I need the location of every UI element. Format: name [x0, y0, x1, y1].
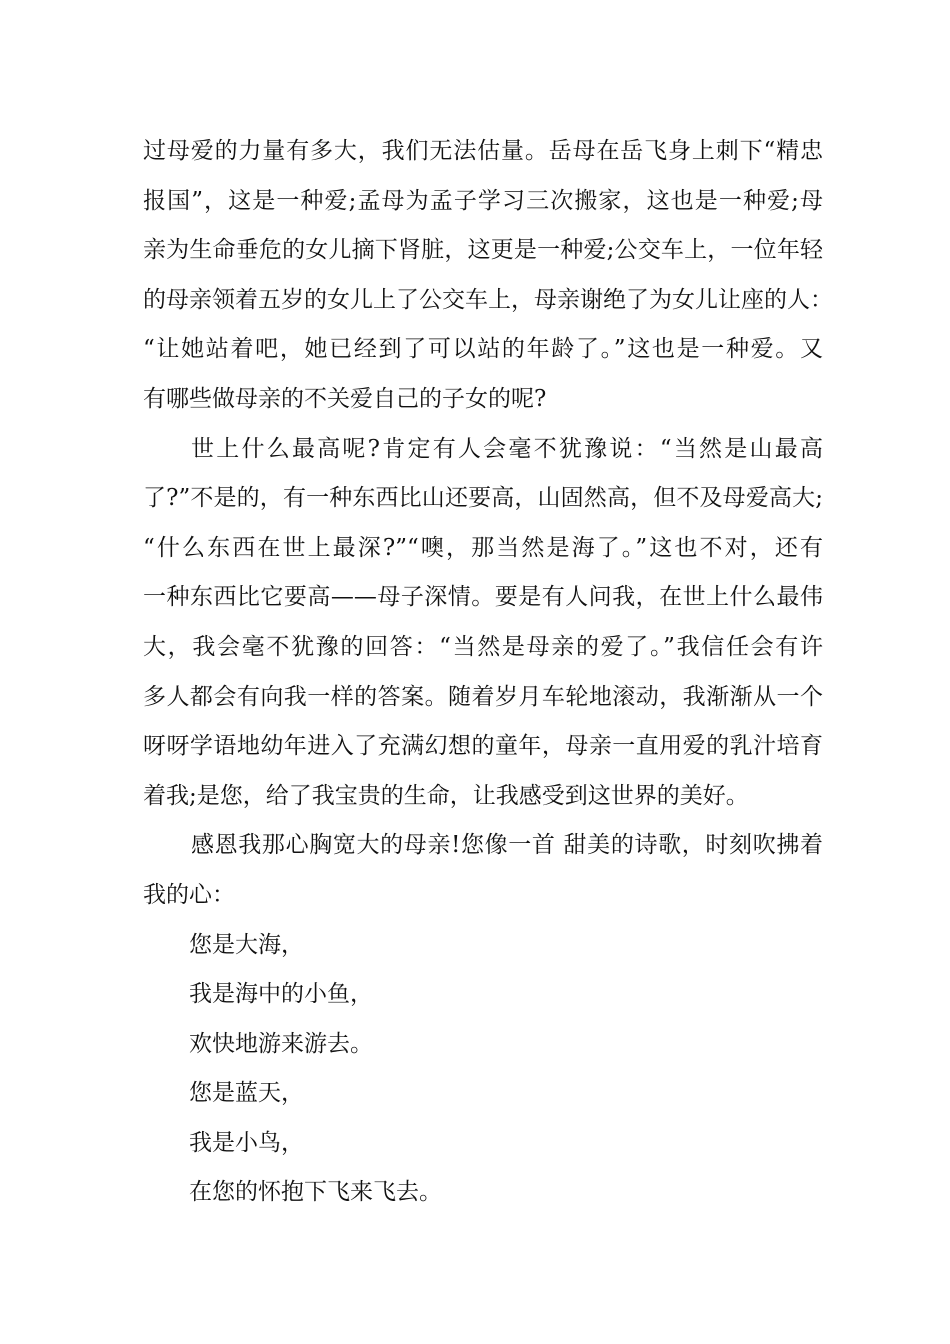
text-line: 大，我会毫不犹豫的回答：“当然是母亲的爱了。”我信任会有许 — [143, 633, 823, 660]
poem-line: 我是小鸟， — [189, 1129, 304, 1156]
text-line: 着我;是您，给了我宝贵的生命，让我感受到这世界的美好。 — [143, 782, 749, 809]
text-line: 有哪些做母亲的不关爱自己的子女的呢? — [143, 385, 547, 412]
text-line: 一种东西比它要高——母子深情。要是有人问我，在世上什么最伟 — [143, 584, 823, 611]
text-line: 的母亲领着五岁的女儿上了公交车上，母亲谢绝了为女儿让座的人： — [143, 286, 833, 313]
document-body — [143, 127, 833, 1218]
text-line: 亲为生命垂危的女儿摘下肾脏，这更是一种爱;公交车上，一位年轻 — [143, 237, 823, 264]
text-line: 世上什么最高呢?肯定有人会毫不犹豫说：“当然是山最高 — [191, 435, 823, 462]
text-line: 我的心： — [143, 881, 235, 908]
text-line: 报国”，这是一种爱;孟母为孟子学习三次搬家，这也是一种爱;母 — [143, 187, 823, 214]
text-line: “什么东西在世上最深?”“噢，那当然是海了。”这也不对，还有 — [143, 534, 823, 561]
poem-line: 我是海中的小鱼， — [189, 981, 373, 1008]
text-line: 感恩我那心胸宽大的母亲!您像一首 甜美的诗歌，时刻吹拂着 — [191, 832, 823, 859]
paragraph-2 — [143, 425, 823, 822]
poem-line: 欢快地游来游去。 — [189, 1030, 373, 1057]
text-line: 多人都会有向我一样的答案。随着岁月车轮地滚动，我渐渐从一个 — [143, 683, 823, 710]
text-line: “让她站着吧，她已经到了可以站的年龄了。”这也是一种爱。又 — [143, 336, 823, 363]
poem-line: 您是蓝天， — [189, 1080, 304, 1107]
poem-line: 在您的怀抱下飞来飞去。 — [189, 1179, 442, 1206]
text-line: 过母爱的力量有多大，我们无法估量。岳母在岳飞身上刺下“精忠 — [143, 138, 823, 164]
paragraph-3 — [143, 821, 823, 920]
poem-line: 您是大海， — [189, 931, 304, 958]
text-line: 了?”不是的，有一种东西比山还要高，山固然高，但不及母爱高大; — [143, 485, 823, 512]
text-line: 呀呀学语地幼年进入了充满幻想的童年，母亲一直用爱的乳汁培育 — [143, 733, 823, 760]
paragraph-1 — [143, 127, 833, 425]
poem — [143, 921, 823, 1219]
